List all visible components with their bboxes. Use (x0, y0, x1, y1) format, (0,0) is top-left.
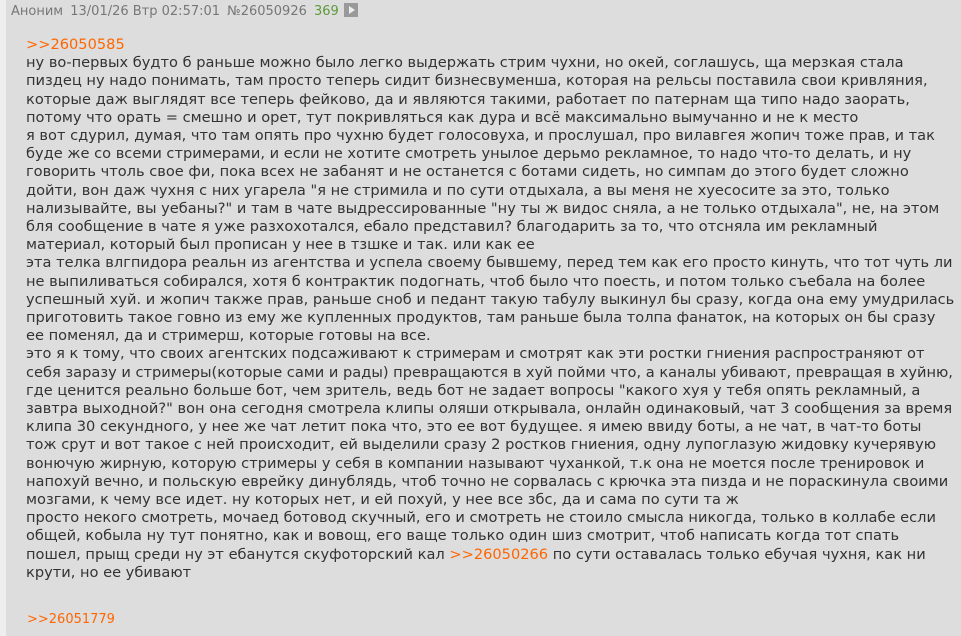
post-body (26, 36, 956, 582)
post-reply-count: 369 (314, 4, 339, 19)
post-paragraph-3: эта телка влгпидора реальн из агентства и успела своему бывшему, перед тем как его просто кинуть, что тот чуть ли не выпиливаться собирался, хотя б контрактик подогнать, чтоб было что поесть, и потом только съебала на более успешный хуй. и жопич также прав, раньше сноб и педант такую табулу выкинул бы сразу, когда она ему умудрилась приготовить такое говно из ему же купленных продуктов, там раньше была толпа фанаток, на которых он бы сразу ее поменял, да и стримерш, которые готовы на все. (26, 254, 955, 345)
post-author: Аноним (11, 4, 64, 19)
post (6, 0, 961, 636)
play-icon[interactable] (344, 3, 358, 17)
post-date: 13/01/26 Втр 02:57:01 (70, 4, 221, 19)
post-paragraph-5-text-b: по сути оставалась только ебучая чухня, как ни крути, но ее убивают (26, 545, 926, 581)
post-paragraph-4: это я к тому, что своих агентских подсаживают к стримерам и смотрят как эти ростки гниения распространяют от себя заразу и стримеры(которые сами и рады) превращаются в хуй пойми что, а каналы убивают, превращая в хуйню, где ценится реально больше бот, чем зритель, ведь бот не задает вопросы "какого хуя у тебя опять рекламный, а завтра выходной?" вон она сегодня смотрела клипы оляши открывала, онлайн одинаковый, чат 3 сообщения за время клипа 30 секундного, у нее же чат летит пока что, это ее вот будущее. я имею ввиду боты, а не чат, в чат-то боты тож срут и вот такое с ней происходит, ей выделили сразу 2 ростков гниения, одну лупоглазую жидовку кучерявую вонючую жирную, которую стримеры у себя в компании называют чуханкой, т.к она не моется после тренировок и напохуй вечно, и польскую еврейку динублядь, чтоб точно не сорвалась с крючка эта пизда и не пораскинула своими мозгами, к чему все идет. ну которых нет, и ей похуй, у нее все збс, да и сама по сути та ж (26, 345, 953, 509)
inline-reply-link[interactable]: >>26050266 (449, 545, 549, 563)
backlink[interactable]: >>26051779 (27, 612, 115, 627)
post-number[interactable]: №26050926 (227, 4, 307, 19)
post-paragraph-5-text-a: просто некого смотреть, мочаед ботовод скучный, его и смотреть не стоило смысла никогда, только в коллабе если общей, кобыла ну тут понятно, как и вовощ, его ваще только один шиз смотрит, чтоб написать когда тот спать пошел, прыщ среди ну эт ебанутся скуфоторский кал (26, 509, 936, 563)
post-header (11, 3, 361, 20)
post-paragraph-5 (26, 509, 956, 582)
reply-link[interactable]: >>26050585 (26, 36, 125, 53)
post-paragraph-1: ну во-первых будто б раньше можно было легко выдержать стрим чухни, но окей, соглашусь, ща мерзкая стала пиздец ну надо понимать, там просто теперь сидит бизнесвуменша, которая на рельсы поставила свои кривляния, которые даж выглядят все теперь фейково, да и являются такими, работает по патернам ща типо надо заорать, потому что орать = смешно и орет, тут покривляться как дура и всё максимально вымучанно и не к место (26, 54, 928, 126)
post-paragraph-2: я вот сдурил, думая, что там опять про чухню будет голосовуха, и прослушал, про вилавгея жопич тоже прав, и так буде же со всеми стримерами, и если не хотите смотреть унылое дерьмо рекламное, то надо что-то делать, и ну говорить чтоль свое фи, пока всех не забанят и не останется с ботами сидеть, но симпам до этого будет сложно дойти, вон даж чухня с них угарела "я не стримила и по сути отдыхала, а вы меня не хуесосите за это, только нализывайте, вы уебаны?" и там в чате выдрессированные "ну ты ж видос сняла, а не только отдыхала", не, на этом бля сообщение в чате я уже разхохотался, ебало представил? благодарить за то, что отсняла им рекламный материал, который был прописан у нее в тзшке и так. или как ее (26, 127, 940, 254)
